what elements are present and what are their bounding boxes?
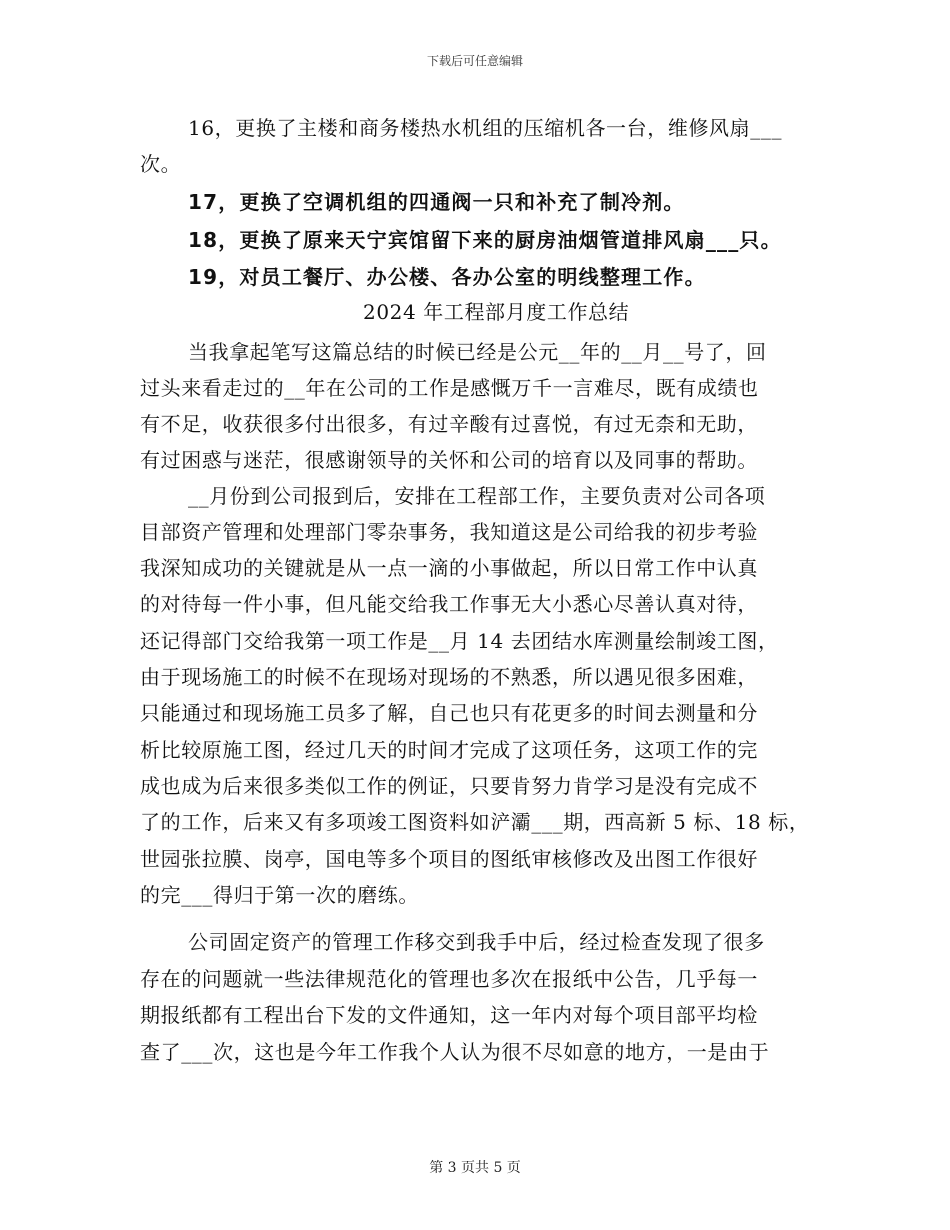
text-line: 了的工作，后来又有多项竣工图资料如浐灞___期，西高新 5 标、18 标， [140,810,810,834]
section-title: 2024 年工程部月度工作总结 [363,300,630,324]
text-line: 次。 [140,152,182,176]
text-line: 的对待每一件小事，但凡能交给我工作事无大小悉心尽善认真对待， [140,592,758,616]
text-line: 目部资产管理和处理部门零杂事务，我知道这是公司给我的初步考验 [140,520,758,544]
text-line: 成也成为后来很多类似工作的例证，只要肯努力肯学习是没有完成不 [140,774,758,798]
page-header: 下载后可任意编辑 [426,54,523,68]
text-line: 过头来看走过的__年在公司的工作是感慨万千一言难尽，既有成绩也 [140,376,759,400]
text-line: 有不足，收获很多付出很多，有过辛酸有过喜悦，有过无柰和无助， [140,412,758,436]
text-line: 16，更换了主楼和商务楼热水机组的压缩机各一台，维修风扇___ [188,116,783,140]
text-line-bold: 17，更换了空调机组的四通阀一只和补充了制冷剂。 [188,190,685,214]
text-line: 当我拿起笔写这篇总结的时候已经是公元__年的__月__号了，回 [188,340,767,364]
text-line-bold: 19，对员工餐厅、办公楼、各办公室的明线整理工作。 [188,265,706,289]
text-line: 的完___得归于第一次的磨练。 [140,883,419,907]
text-line: 还记得部门交给我第一项工作是__月 14 去团结水库测量绘制竣工图， [140,629,779,653]
text-line: 公司固定资产的管理工作移交到我手中后，经过检查发现了很多 [188,930,765,954]
text-line: 期报纸都有工程出台下发的文件通知，这一年内对每个项目部平均检 [140,1003,758,1027]
page-footer: 第 3 页共 5 页 [429,1160,521,1176]
text-line: 析比较原施工图，经过几天的时间才完成了这项任务，这项工作的完 [140,738,758,762]
text-line: 查了___次，这也是今年工作我个人认为很不尽如意的地方，一是由于 [140,1040,770,1064]
text-line: 存在的问题就一些法律规范化的管理也多次在报纸中公告，几乎每一 [140,967,758,991]
text-line-bold: 18，更换了原来天宁宾馆留下来的厨房油烟管道排风扇___只。 [188,228,782,252]
text-line: 由于现场施工的时候不在现场对现场的不熟悉，所以遇见很多困难， [140,665,758,689]
text-line: 世园张拉膜、岗亭，国电等多个项目的图纸审核修改及出图工作很好 [140,847,758,871]
text-line: 我深知成功的关键就是从一点一滴的小事做起，所以日常工作中认真 [140,556,758,580]
text-line: 有过困惑与迷茫，很感谢领导的关怀和公司的培育以及同事的帮助。 [140,448,758,472]
text-line: __月份到公司报到后，安排在工程部工作，主要负责对公司各项 [188,484,766,508]
text-line: 只能通过和现场施工员多了解，自己也只有花更多的时间去测量和分 [140,701,758,725]
